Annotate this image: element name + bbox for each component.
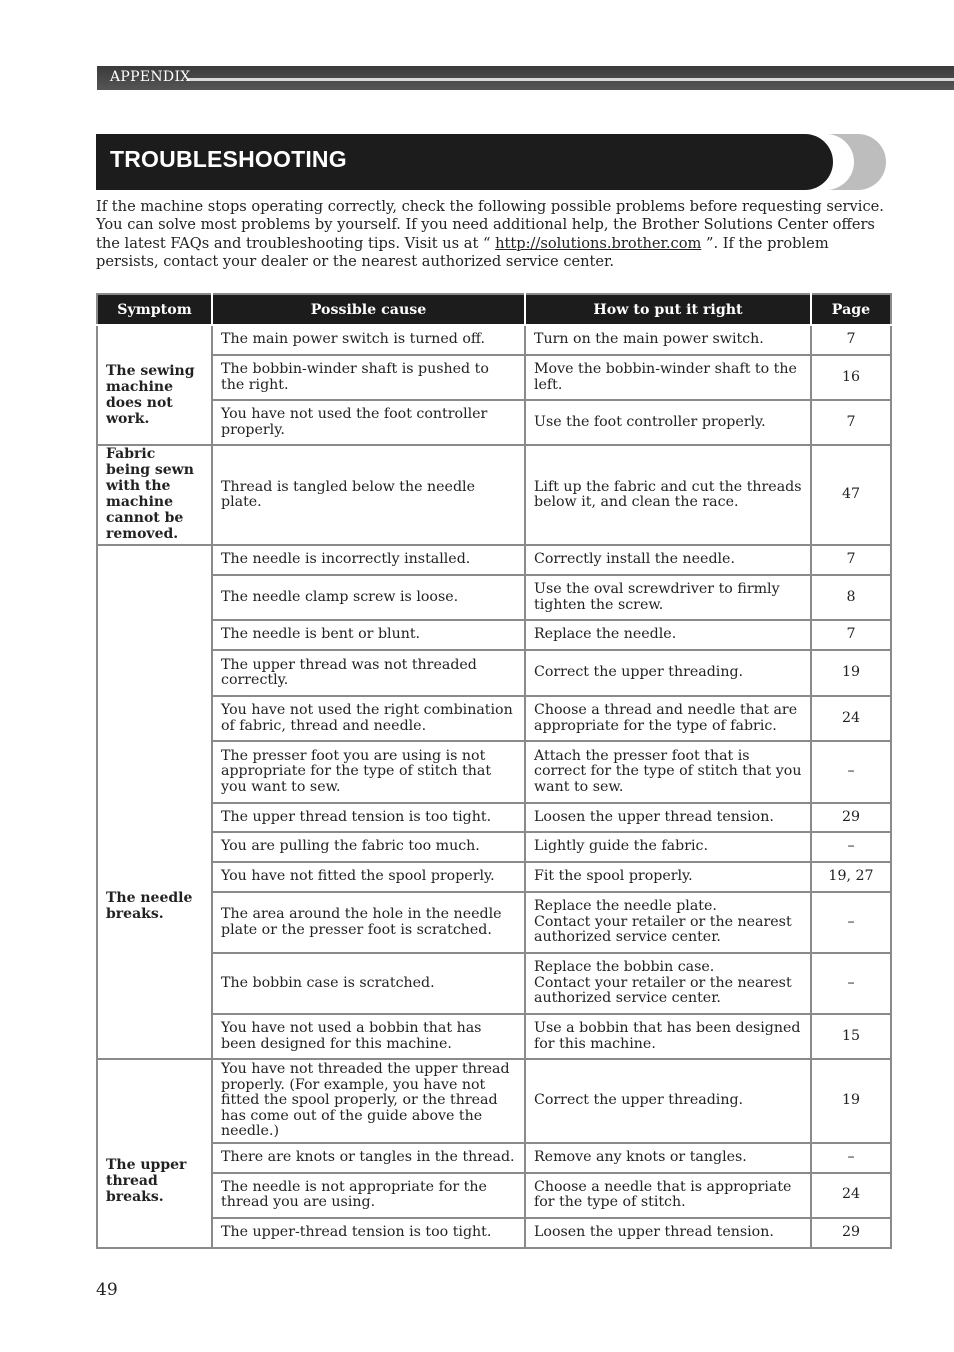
header-possible-cause: Possible cause	[212, 294, 525, 325]
table-row	[97, 1014, 891, 1059]
fix-cell: Replace the bobbin case. Contact your retailer or the nearest authorized service center.	[525, 953, 811, 1014]
page-cell: –	[811, 741, 891, 803]
intro-paragraph	[96, 198, 891, 272]
table-row	[97, 325, 891, 355]
cause-cell: The needle clamp screw is loose.	[212, 575, 525, 620]
header-page: Page	[811, 294, 891, 325]
fix-cell: Correctly install the needle.	[525, 545, 811, 575]
troubleshooting-table	[96, 293, 892, 1249]
cause-cell: The bobbin-winder shaft is pushed to the right.	[212, 355, 525, 400]
cause-cell: The needle is incorrectly installed.	[212, 545, 525, 575]
fix-cell: Use the foot controller properly.	[525, 400, 811, 445]
table-row	[97, 355, 891, 400]
cause-cell: There are knots or tangles in the thread.	[212, 1143, 525, 1173]
fix-cell: Fit the spool properly.	[525, 862, 811, 892]
table-row	[97, 445, 891, 545]
page-cell: 24	[811, 696, 891, 741]
page-cell: 19	[811, 650, 891, 696]
table-row	[97, 696, 891, 741]
page-cell: –	[811, 1143, 891, 1173]
table-row	[97, 803, 891, 832]
cause-cell: The upper thread was not threaded correctly.	[212, 650, 525, 696]
fix-cell: Use the oval screwdriver to firmly tighten the screw.	[525, 575, 811, 620]
fix-cell: Choose a thread and needle that are appropriate for the type of fabric.	[525, 696, 811, 741]
table-row	[97, 892, 891, 953]
intro-text-start: If the machine stops operating correctly, check the following possible problems before requesting service. You can solve most problems by yourself. If you need additional help, the Brother Solutions Center offers the latest FAQs and troubleshooting tips. Visit us at “	[96, 198, 884, 252]
fix-cell: Lift up the fabric and cut the threads below it, and clean the race.	[525, 445, 811, 545]
symptom-cell: The needle breaks.	[97, 545, 212, 1059]
cause-cell: Thread is tangled below the needle plate.	[212, 445, 525, 545]
page-cell: 29	[811, 1218, 891, 1248]
header-how-to-fix: How to put it right	[525, 294, 811, 325]
fix-cell: Correct the upper threading.	[525, 1059, 811, 1143]
fix-cell: Turn on the main power switch.	[525, 325, 811, 355]
solutions-center-link[interactable]: http://solutions.brother.com	[495, 234, 702, 252]
cause-cell: The needle is bent or blunt.	[212, 620, 525, 650]
page-cell: –	[811, 892, 891, 953]
table-row	[97, 953, 891, 1014]
header-rule	[188, 78, 954, 81]
fix-cell: Remove any knots or tangles.	[525, 1143, 811, 1173]
table-row	[97, 832, 891, 862]
cause-cell: The area around the hole in the needle plate or the presser foot is scratched.	[212, 892, 525, 953]
table-row	[97, 400, 891, 445]
page-cell: 7	[811, 545, 891, 575]
table-row	[97, 545, 891, 575]
symptom-cell: The sewing machine does not work.	[97, 325, 212, 445]
fix-cell: Replace the needle plate. Contact your retailer or the nearest authorized service center.	[525, 892, 811, 953]
cause-cell: You have not used the foot controller properly.	[212, 400, 525, 445]
cause-cell: You have not used a bobbin that has been designed for this machine.	[212, 1014, 525, 1059]
fix-cell: Replace the needle.	[525, 620, 811, 650]
table-row	[97, 650, 891, 696]
page-number: 49	[96, 1280, 118, 1300]
table-row	[97, 1143, 891, 1173]
page-cell: 7	[811, 620, 891, 650]
cause-cell: The upper-thread tension is too tight.	[212, 1218, 525, 1248]
cause-cell: You have not fitted the spool properly.	[212, 862, 525, 892]
cause-cell: You have not threaded the upper thread properly. (For example, you have not fitted the spool properly, or the thread has come out of the guide above the needle.)	[212, 1059, 525, 1143]
page-cell: 47	[811, 445, 891, 545]
header-symptom: Symptom	[97, 294, 212, 325]
cause-cell: You have not used the right combination of fabric, thread and needle.	[212, 696, 525, 741]
table-row	[97, 862, 891, 892]
page-cell: 19	[811, 1059, 891, 1143]
fix-cell: Attach the presser foot that is correct for the type of stitch that you want to sew.	[525, 741, 811, 803]
fix-cell: Loosen the upper thread tension.	[525, 1218, 811, 1248]
page-cell: 24	[811, 1173, 891, 1218]
fix-cell: Correct the upper threading.	[525, 650, 811, 696]
table-row	[97, 620, 891, 650]
page-cell: 7	[811, 400, 891, 445]
fix-cell: Move the bobbin-winder shaft to the left.	[525, 355, 811, 400]
symptom-cell: The upper thread breaks.	[97, 1059, 212, 1248]
cause-cell: The upper thread tension is too tight.	[212, 803, 525, 832]
intro-text-end: ”. If the problem persists, contact your dealer or the nearest authorized service center.	[96, 234, 829, 271]
page-cell: 29	[811, 803, 891, 832]
table-row	[97, 1173, 891, 1218]
page-cell: 19, 27	[811, 862, 891, 892]
page-cell: 8	[811, 575, 891, 620]
fix-cell: Use a bobbin that has been designed for this machine.	[525, 1014, 811, 1059]
cause-cell: You are pulling the fabric too much.	[212, 832, 525, 862]
table-row	[97, 741, 891, 803]
page-cell: –	[811, 953, 891, 1014]
table-row	[97, 575, 891, 620]
page-cell: 7	[811, 325, 891, 355]
section-label: APPENDIX	[110, 69, 191, 85]
table-row	[97, 1059, 891, 1143]
fix-cell: Choose a needle that is appropriate for the type of stitch.	[525, 1173, 811, 1218]
cause-cell: The needle is not appropriate for the thread you are using.	[212, 1173, 525, 1218]
fix-cell: Loosen the upper thread tension.	[525, 803, 811, 832]
symptom-cell: Fabric being sewn with the machine cannot be removed.	[97, 445, 212, 545]
table-row	[97, 1218, 891, 1248]
page-cell: –	[811, 832, 891, 862]
fix-cell: Lightly guide the fabric.	[525, 832, 811, 862]
table-header-row	[97, 294, 891, 325]
cause-cell: The presser foot you are using is not appropriate for the type of stitch that you want to sew.	[212, 741, 525, 803]
cause-cell: The main power switch is turned off.	[212, 325, 525, 355]
page-title: TROUBLESHOOTING	[110, 146, 347, 172]
cause-cell: The bobbin case is scratched.	[212, 953, 525, 1014]
page-cell: 16	[811, 355, 891, 400]
page-cell: 15	[811, 1014, 891, 1059]
table-body	[97, 325, 891, 1248]
